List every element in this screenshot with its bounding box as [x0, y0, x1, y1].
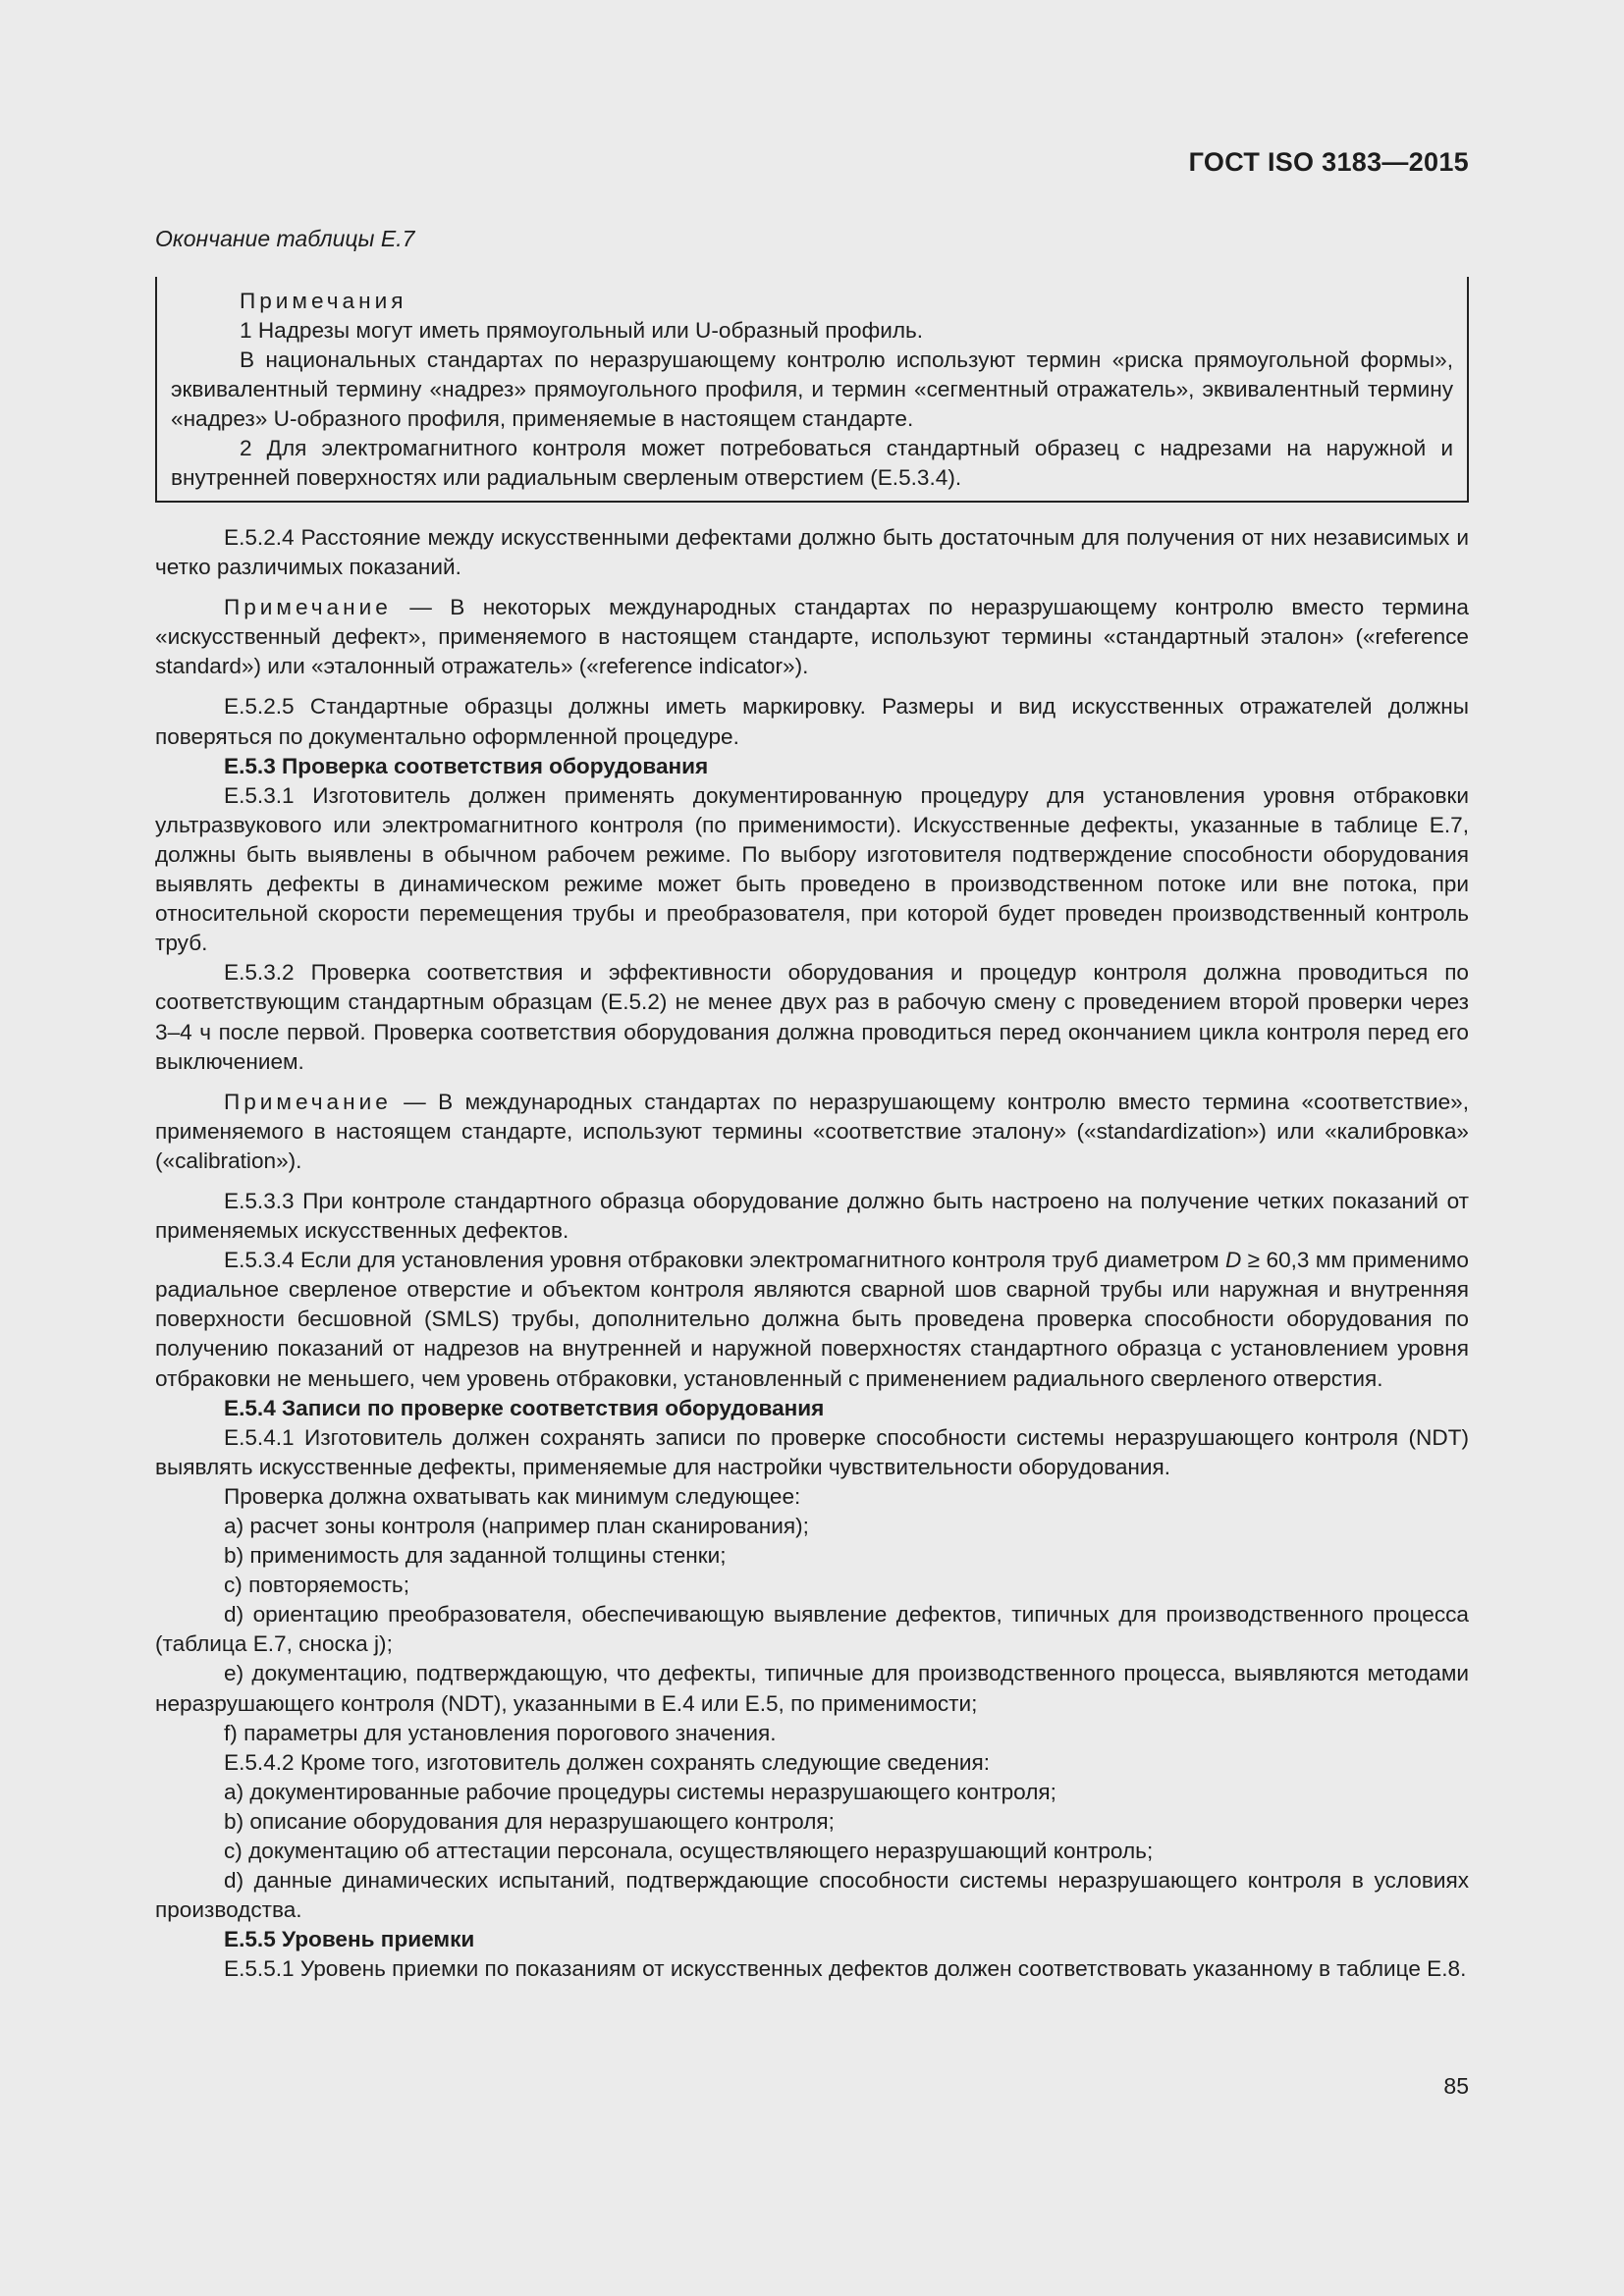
- list-item: c) документацию об аттестации персонала, осуществляющего неразрушающий контроль;: [224, 1839, 1154, 1864]
- paragraph-check-intro: Проверка должна охватывать как минимум следующее:: [224, 1483, 801, 1509]
- paragraph-e524: Е.5.2.4 Расстояние между искусственными дефектами должно быть достаточным для получения от них независимых и четко различимых показаний.: [155, 525, 1469, 580]
- notes-title: Примечания: [240, 289, 407, 313]
- note-paragraph: [155, 1088, 1469, 1176]
- paragraph-e542: Е.5.4.2 Кроме того, изготовитель должен сохранять следующие сведения:: [224, 1749, 991, 1775]
- list-item: a) документированные рабочие процедуры системы неразрушающего контроля;: [224, 1779, 1056, 1804]
- paragraph-e525: Е.5.2.5 Стандартные образцы должны иметь маркировку. Размеры и вид искусственных отражателей должны поверяться по документально оформленной процедуре.: [155, 694, 1469, 749]
- heading-e55: Е.5.5 Уровень приемки: [224, 1927, 475, 1952]
- note-text: — В международных стандартах по неразрушающему контролю вместо термина «соответствие», применяемого в настоящем стандарте, используют термины «соответствие эталону» («standardization») или «калибровка» («calibration»).: [155, 1089, 1469, 1173]
- table-notes-box: [155, 277, 1469, 503]
- note-1-detail: В национальных стандартах по неразрушающему контролю используют термин «риска прямоугольной формы», эквивалентный термину «надрез» прямоугольного профиля, и термин «сегментный отражатель», эквивалентный термину «надрез» U-образного профиля, применяемые в настоящем стандарте.: [171, 347, 1453, 431]
- paragraph-e551: Е.5.5.1 Уровень приемки по показаниям от искусственных дефектов должен соответствовать указанному в таблице Е.8.: [224, 1956, 1467, 1982]
- paragraph-e534-end: ≥ 60,3 мм применимо радиальное сверленое отверстие и объектом контроля являются сварной шов сварной трубы или наружная и внутренняя поверхности бесшовной (SMLS) трубы, дополнительно должна быть проведена проверка способности оборудования по получению показаний от надрезов на внутренней и наружной поверхностях стандартного образца с установлением уровня отбраковки не меньшего, чем уровень отбраковки, установленный с применением радиального сверленого отверстия.: [155, 1248, 1469, 1391]
- paragraph-e532: Е.5.3.2 Проверка соответствия и эффективности оборудования и процедур контроля должна проводиться по соответствующим стандартным образцам (Е.5.2) не менее двух раз в рабочую смену с проведением второй проверки через 3–4 ч после первой. Проверка соответствия оборудования должна проводиться перед окончанием цикла контроля перед его выключением.: [155, 960, 1469, 1074]
- list-item: c) повторяемость;: [224, 1573, 409, 1598]
- list-item: e) документацию, подтверждающую, что дефекты, типичные для производственного процесса, выявляются методами неразрушающего контроля (NDT), указанными в Е.4 или Е.5, по применимости;: [155, 1661, 1469, 1716]
- note-text: — В некоторых международных стандартах по неразрушающему контролю вместо термина «искусственный дефект», применяемого в настоящем стандарте, используют термины «стандартный эталон» («reference standard») или «эталонный отражатель» («reference indicator»).: [155, 595, 1469, 679]
- paragraph-e531: Е.5.3.1 Изготовитель должен применять документированную процедуру для установления уровня отбраковки ультразвукового или электромагнитного контроля (по применимости). Искусственные дефекты, указанные в таблице Е.7, должны быть выявлены в обычном рабочем режиме. По выбору изготовителя подтверждение способности оборудования выявлять дефекты в динамическом режиме может быть проведено в производственном потоке или вне потока, при относительной скорости перемещения трубы и преобразователя, при которой будет проведен производственный контроль труб.: [155, 782, 1469, 956]
- table-continuation-caption: Окончание таблицы Е.7: [155, 226, 415, 251]
- note-1: 1 Надрезы могут иметь прямоугольный или U-образный профиль.: [240, 318, 924, 343]
- document-body: [155, 523, 1469, 1985]
- list-item: f) параметры для установления порогового значения.: [224, 1720, 777, 1745]
- list-item: d) данные динамических испытаний, подтверждающие способности системы неразрушающего контроля в условиях производства.: [155, 1868, 1469, 1923]
- paragraph-e534: [155, 1246, 1469, 1393]
- list-item: d) ориентацию преобразователя, обеспечивающую выявление дефектов, типичных для производственного процесса (таблица Е.7, сноска j);: [155, 1602, 1469, 1657]
- note-2: 2 Для электромагнитного контроля может потребоваться стандартный образец с надрезами на наружной и внутренней поверхностях или радиальным сверленым отверстием (Е.5.3.4).: [171, 436, 1453, 490]
- paragraph-e534-start: Е.5.3.4 Если для установления уровня отбраковки электромагнитного контроля труб диаметром: [224, 1248, 1226, 1273]
- diameter-symbol: D: [1225, 1248, 1242, 1273]
- paragraph-e541: Е.5.4.1 Изготовитель должен сохранять записи по проверке способности системы неразрушающего контроля (NDT) выявлять искусственные дефекты, применяемые для настройки чувствительности оборудования.: [155, 1424, 1469, 1479]
- heading-e54: Е.5.4 Записи по проверке соответствия оборудования: [224, 1395, 825, 1420]
- heading-e53: Е.5.3 Проверка соответствия оборудования: [224, 753, 709, 778]
- list-item: b) применимость для заданной толщины стенки;: [224, 1543, 727, 1569]
- note-paragraph: [155, 593, 1469, 681]
- paragraph-e533: Е.5.3.3 При контроле стандартного образца оборудование должно быть настроено на получение четких показаний от применяемых искусственных дефектов.: [155, 1188, 1469, 1244]
- list-item: b) описание оборудования для неразрушающего контроля;: [224, 1808, 835, 1834]
- standard-code: ГОСТ ISO 3183—2015: [1188, 147, 1469, 177]
- list-item: a) расчет зоны контроля (например план сканирования);: [224, 1514, 809, 1538]
- note-label: Примечание: [224, 1089, 392, 1114]
- note-label: Примечание: [224, 595, 392, 620]
- page-number: 85: [1443, 2073, 1469, 2099]
